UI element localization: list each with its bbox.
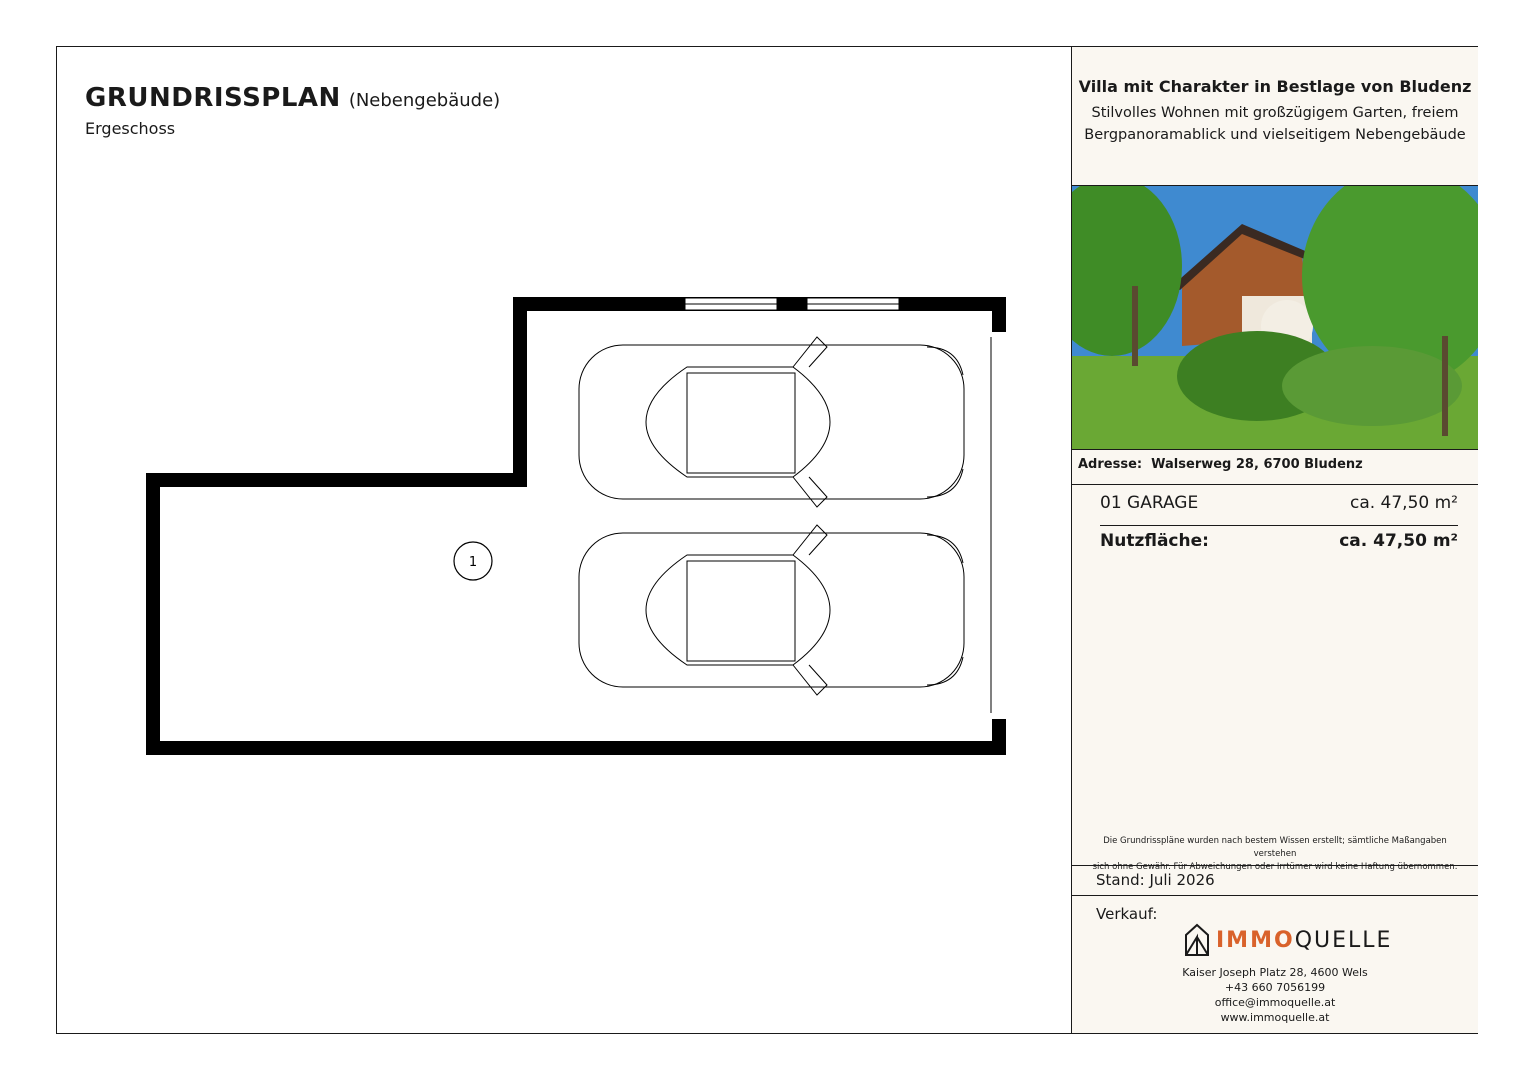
verkauf-label: Verkauf:	[1096, 905, 1158, 923]
contact-email: office@immoquelle.at	[1214, 996, 1336, 1009]
divider	[1072, 895, 1478, 896]
car-top	[579, 337, 964, 507]
stand-date: Stand: Juli 2026	[1096, 871, 1215, 889]
disclaimer-line-1: Die Grundrisspläne wurden nach bestem Wissen erstellt; sämtliche Maßangaben verstehen	[1103, 836, 1447, 859]
contact-block	[1072, 965, 1478, 1025]
plan-area	[57, 47, 1071, 1033]
property-title: Villa mit Charakter in Bestlage von Bludenz	[1078, 77, 1472, 96]
svg-text:1: 1	[468, 555, 478, 570]
property-header	[1072, 47, 1478, 185]
contact-phone: +43 660 7056199	[1224, 981, 1326, 994]
car-bottom	[579, 525, 964, 695]
disclaimer-line-2: sich ohne Gewähr. Für Abweichungen oder Irrtümer wird keine Haftung übernommen.	[1092, 862, 1458, 872]
total-area: ca. 47,50 m²	[1339, 531, 1458, 551]
logo-wordmark	[1216, 928, 1392, 953]
total-row	[1100, 531, 1458, 551]
total-label: Nutzfläche:	[1100, 531, 1209, 551]
info-sidebar	[1071, 47, 1478, 1033]
address-value: Walserweg 28, 6700 Bludenz	[1151, 457, 1363, 472]
description-line-2: Bergpanoramablick und vielseitigem Nebengebäude	[1084, 127, 1466, 143]
description-line-1: Stilvolles Wohnen mit großzügigem Garten, freiem	[1091, 105, 1459, 121]
logo-part-1: IMMO	[1216, 927, 1295, 953]
walls	[153, 304, 999, 748]
immoquelle-logo	[1184, 923, 1392, 957]
divider	[1072, 865, 1478, 866]
property-photo	[1072, 185, 1478, 450]
contact-web: www.immoquelle.at	[1220, 1011, 1330, 1024]
plan-subtitle: (Nebengebäude)	[348, 90, 501, 111]
garage-floor-plan	[57, 47, 1071, 1035]
address	[1078, 457, 1363, 472]
room-marker-1	[454, 542, 492, 580]
contact-address: Kaiser Joseph Platz 28, 4600 Wels	[1182, 966, 1368, 979]
address-label: Adresse:	[1078, 457, 1143, 472]
divider	[1072, 484, 1478, 485]
floor-label: Ergeschoss	[85, 119, 176, 138]
divider	[1100, 525, 1458, 526]
floor-plan-sheet	[56, 46, 1478, 1034]
disclaimer	[1082, 835, 1468, 874]
house-logo-icon	[1184, 923, 1210, 957]
room-label: 01 GARAGE	[1100, 493, 1199, 513]
room-area: ca. 47,50 m²	[1349, 493, 1458, 513]
property-description	[1072, 102, 1478, 146]
plan-title: GRUNDRISSPLAN	[85, 83, 341, 113]
room-row	[1100, 493, 1458, 513]
logo-part-2: QUELLE	[1294, 927, 1393, 953]
